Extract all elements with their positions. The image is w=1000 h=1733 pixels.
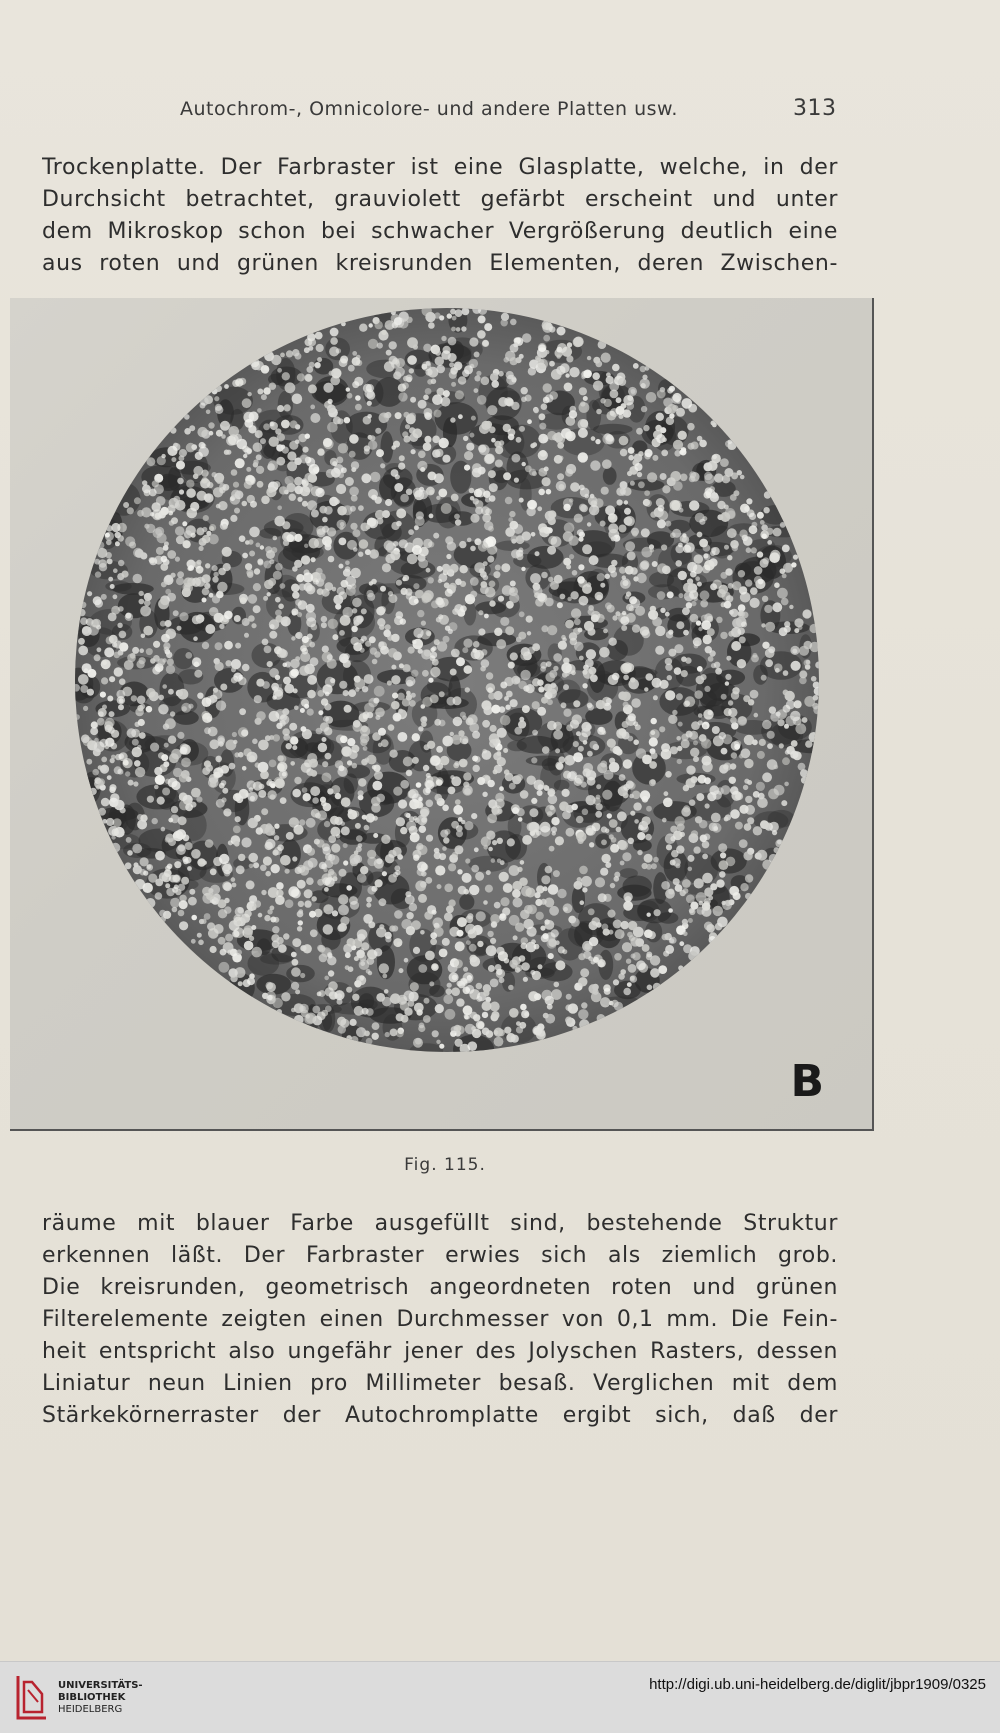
running-title: Autochrom-, Omnicolore- und andere Platten usw. <box>180 98 678 120</box>
text-line: Filterelemente zeigten einen Durchmesser von 0,1 mm. Die Fein- <box>42 1307 838 1332</box>
text-line: aus roten und grünen kreisrunden Elementen, deren Zwischen- <box>42 251 838 276</box>
library-footer <box>0 1661 1000 1733</box>
figure-plate <box>10 298 874 1131</box>
paragraph-bottom <box>42 1208 838 1432</box>
library-logo-icon <box>12 1672 52 1722</box>
text-line: Durchsicht betrachtet, grauviolett gefärbt erscheint und unter <box>42 187 838 212</box>
text-line: räume mit blauer Farbe ausgefüllt sind, bestehende Struktur <box>42 1211 838 1236</box>
running-head <box>0 98 1000 128</box>
library-name-line: BIBLIOTHEK <box>58 1692 126 1703</box>
page-number: 313 <box>793 96 837 121</box>
text-line: Stärkekörnerraster der Autochromplatte ergibt sich, daß der <box>42 1403 838 1428</box>
library-name-line: UNIVERSITÄTS- <box>58 1680 143 1691</box>
paragraph-top <box>42 152 838 280</box>
figure-caption: Fig. 115. <box>404 1155 486 1175</box>
text-line: Trockenplatte. Der Farbraster ist eine Glasplatte, welche, in der <box>42 155 838 180</box>
text-line: dem Mikroskop schon bei schwacher Vergrößerung deutlich eine <box>42 219 838 244</box>
permalink-url[interactable]: http://digi.ub.uni-heidelberg.de/diglit/jbpr1909/0325 <box>649 1676 986 1693</box>
text-line: Die kreisrunden, geometrisch angeordneten roten und grünen <box>42 1275 838 1300</box>
text-line: Liniatur neun Linien pro Millimeter besaß. Verglichen mit dem <box>42 1371 838 1396</box>
text-line: heit entspricht also ungefähr jener des Jolyschen Rasters, dessen <box>42 1339 838 1364</box>
text-line: erkennen läßt. Der Farbraster erwies sich als ziemlich grob. <box>42 1243 838 1268</box>
library-name-line: HEIDELBERG <box>58 1704 123 1715</box>
library-name <box>58 1680 143 1716</box>
figure-label: B <box>790 1056 824 1107</box>
micrograph-image <box>10 298 872 1129</box>
